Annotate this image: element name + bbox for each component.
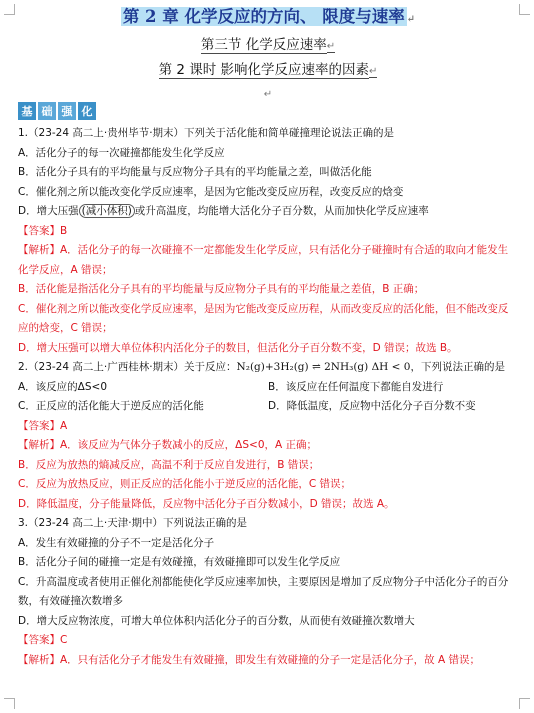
q3-option-b: B．活化分子间的碰撞一定是有效碰撞，有效碰撞即可以发生化学反应: [18, 556, 341, 568]
q1-explanation-1: 【解析】A．活化分子的每一次碰撞不一定都能发生化学反应，只有活化分子碰撞时有合适的取向才能发生: [18, 244, 509, 256]
q2-option-a: A．该反应的ΔS<0: [18, 380, 108, 393]
q1-option-c: C．催化剂之所以能改变化学反应速率，是因为它能改变反应历程，改变反应的焓变: [18, 185, 404, 198]
q1-circled-text: (减小体积): [79, 204, 135, 218]
q3-option-a: A．发生有效碰撞的分子不一定是活化分子: [18, 536, 215, 549]
margin-corner-top-left: [4, 4, 15, 15]
q2-explanation-4: D．降低温度，分子能量降低，反应物中活化分子百分数减小，D 错误；故选 A。: [18, 497, 395, 510]
badge-char-3: 强: [58, 102, 76, 120]
q2-equation: N₂(g)+3H₂(g) ⇌ 2NH₃(g) ΔH < 0: [236, 361, 411, 373]
q1-option-b: B．活化分子具有的平均能量与反应物分子具有的平均能量之差，叫做活化能: [18, 166, 372, 178]
margin-corner-bottom-right: [519, 698, 530, 709]
q2-explanation-1: 【解析】A．该反应为气体分子数减小的反应，ΔS<0，A 正确；: [18, 439, 318, 451]
blank-line: ↵: [263, 89, 273, 100]
lesson-title: 第 2 课时 影响化学反应速率的因素↵: [158, 62, 378, 78]
section-badge: [18, 102, 518, 124]
badge-char-4: 化: [78, 102, 96, 120]
q3-answer: 【答案】C: [18, 634, 68, 646]
q1-explanation-3: C．催化剂之所以能改变化学反应速率，是因为它能改变反应历程，从而改变反应的活化能，但不能改变反: [18, 302, 509, 315]
q1-option-a: A．活化分子的每一次碰撞都能发生化学反应: [18, 146, 225, 159]
q3-option-d: D．增大反应物浓度，可增大单位体积内活化分子的百分数，从而使有效碰撞次数增大: [18, 614, 415, 627]
q3-explanation-1: 【解析】A．只有活化分子才能发生有效碰撞，即发生有效碰撞的分子一定是活化分子，故 A 错误；: [18, 653, 481, 666]
q2-options-row-1: [18, 378, 518, 398]
q2-stem: 2.（23-24 高二上·广西桂林·期末）关于反应：N₂(g)+3H₂(g) ⇌ 2NH₃(g) ΔH < 0，下列说法正确的是: [18, 361, 505, 373]
q2-option-b: B．该反应在任何温度下都能自发进行: [268, 380, 444, 393]
q1-answer: 【答案】B: [18, 224, 68, 237]
q1-explanation-4: D．增大压强可以增大单位体积内活化分子的数目，但活化分子百分数不变，D 错误；故选 B。: [18, 341, 458, 354]
badge-char-2: 础: [38, 102, 56, 120]
q2-option-c: C．正反应的活化能大于逆反应的活化能: [18, 400, 204, 412]
q2-explanation-2: B．反应为放热的熵减反应，高温不利于反应自发进行，B 错误；: [18, 458, 320, 471]
q1-stem: 1.（23-24 高二上·贵州毕节·期末）下列关于活化能和简单碰撞理论说法正确的是: [18, 127, 395, 139]
chapter-title: 第 2 章 化学反应的方向、 限度与速率 ↵: [122, 7, 416, 26]
margin-corner-top-right: [519, 4, 530, 15]
q1-explanation-3b: 应的焓变，C 错误；: [18, 322, 113, 334]
q2-option-d: D．降低温度，反应物中活化分子百分数不变: [268, 400, 476, 412]
badge-char-1: 基: [18, 102, 36, 120]
q1-option-d: D．增大压强 (减小体积) 或升高温度，均能增大活化分子百分数，从而加快化学反应速率: [18, 205, 429, 217]
section-title: 第三节 化学反应速率↵: [200, 37, 336, 53]
q2-answer: 【答案】A: [18, 419, 68, 432]
q3-option-c-cont: 数，有效碰撞次数增多: [18, 595, 123, 607]
q3-option-c: C．升高温度或者使用正催化剂都能使化学反应速率加快，主要原因是增加了反应物分子中活化分子的百分: [18, 575, 509, 588]
q2-options-row-2: [18, 397, 518, 417]
q1-explanation-2: B．活化能是指活化分子具有的平均能量与反应物分子具有的平均能量之差值，B 正确；: [18, 283, 425, 295]
document-page: [18, 6, 518, 670]
q1-explanation-1b: 化学反应，A 错误；: [18, 263, 113, 276]
margin-corner-bottom-left: [4, 698, 15, 709]
q3-stem: 3.（23-24 高二上·天津·期中）下列说法正确的是: [18, 517, 248, 529]
q2-explanation-3: C．反应为放热反应，则正反应的活化能小于逆反应的活化能，C 错误；: [18, 478, 351, 490]
